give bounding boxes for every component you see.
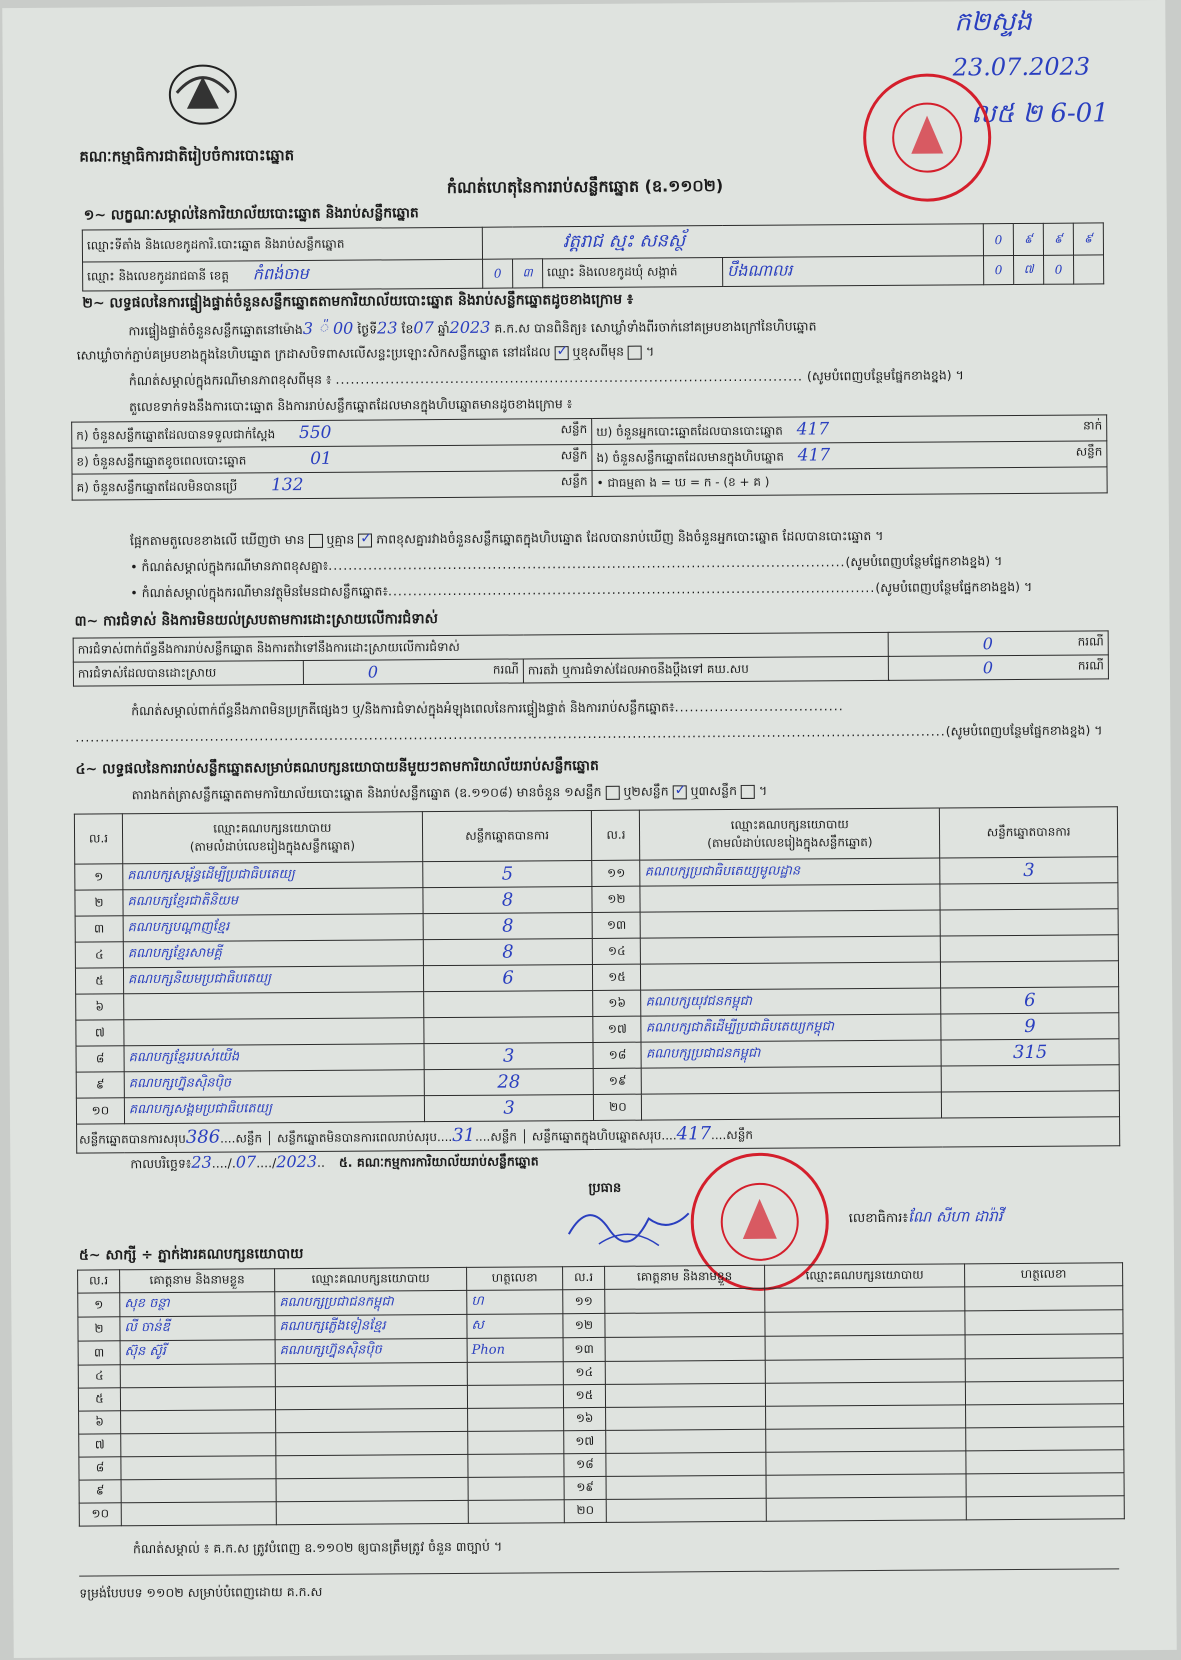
formula: • ជាធម្មតា ង = ឃ = ក - (ខ + គ ) bbox=[592, 467, 1107, 497]
party-name bbox=[640, 884, 940, 912]
irregularity-dots: ...............................................................................................................................................................................(សូមបំពេញបន្ថែមផ្នែកខាងខ្នង) ។ bbox=[75, 722, 1103, 745]
witness-no: ១៩ bbox=[564, 1476, 606, 1499]
witness-signature bbox=[965, 1334, 1123, 1359]
appeal-label: ការតវ៉ា ឬការជំទាស់ដែលអាចនឹងប្តឹងទៅ គឃ.សប bbox=[523, 656, 888, 683]
unused-label: គ) ចំនួនសន្លឹកឆ្នោតដែលមិនបានប្រើ bbox=[76, 479, 238, 495]
witness-no: ៩ bbox=[79, 1480, 121, 1503]
witness-no: ១៦ bbox=[564, 1407, 606, 1430]
col-votes: សន្លឹកឆ្នោតបានការ bbox=[940, 807, 1118, 858]
party-no: ១៥ bbox=[593, 964, 641, 990]
party-name bbox=[640, 910, 940, 938]
annotation-ref: ល៥ ២ 6-01 bbox=[970, 98, 1109, 130]
three-sheets-label: ឬ៣សន្លឹក bbox=[690, 782, 738, 799]
has-difference-checkbox[interactable] bbox=[308, 533, 322, 547]
irregularity-note: កំណត់សម្គាល់ពាក់ព័ន្ធនឹងភាពមិនប្រក្រតីផ្សេងៗ ឬ/និងការជំទាស់ក្នុងអំឡុងពេលនៃការផ្ទៀងផ្ទាត់ និងការរាប់សន្លឹកឆ្នោត៖.................................. bbox=[131, 698, 844, 719]
province-cell bbox=[83, 259, 483, 291]
party-no: ១៣ bbox=[593, 912, 641, 938]
one-sheet-checkbox[interactable] bbox=[605, 785, 619, 799]
time-label: ការផ្ទៀងផ្ទាត់ចំនួនសន្លឹកឆ្នោតនៅម៉ោង bbox=[128, 321, 303, 339]
witness-signature bbox=[468, 1477, 564, 1501]
resolved-label: ការជំទាស់ដែលបានដោះស្រាយ bbox=[73, 660, 303, 686]
tally-intro: តារាងកត់ត្រាសន្លឹកឆ្នោតតាមការិយាល័យបោះឆ្នោត និងរាប់សន្លឹកឆ្នោត (ឧ.១១០៨) មានចំនួន ១សន្លឹក ឬ២សន្លឹក ✓ ឬ៣សន្លឹក ។ bbox=[132, 783, 768, 806]
witness-name bbox=[606, 1452, 766, 1476]
date-month: 07 bbox=[235, 1152, 257, 1172]
bullet-nonballot: • កំណត់សម្គាល់ក្នុងករណីមានវត្ថុមិនមែនជាសន្លឹកឆ្នោត៖..................................................................................................(សូមបំពេញបន្ថែមផ្នែកខាងខ្នង) ។ bbox=[130, 578, 1033, 601]
commune-code-digit: ៧ bbox=[1014, 255, 1044, 284]
two-sheets-checkbox[interactable] bbox=[673, 785, 687, 799]
party-votes bbox=[424, 1016, 594, 1043]
witness-party: គណបក្សហ្វ៊ុនស៊ិនប៉ិច bbox=[275, 1338, 467, 1363]
location-code-digit: ៩ bbox=[1043, 223, 1073, 255]
inspection-text: គ.ក.ស បានពិនិត្យ៖ សោឃ្លាំទាំងពីរចាក់នៅគម្របខាងក្រៅនៃហិបឆ្នោត bbox=[494, 318, 817, 336]
figures-intro: តួលេខទាក់ទងនឹងការបោះឆ្នោត និងការរាប់សន្លឹកឆ្នោតដែលមានក្នុងហិបឆ្នោតមានដូចខាងក្រោម ៖ bbox=[128, 396, 573, 415]
unused-value: 132 bbox=[270, 474, 304, 496]
bullet-difference: • កំណត់សម្គាល់ក្នុងករណីមានភាពខុសគ្នា៖........................................................................................................(សូមបំពេញបន្ថែមផ្នែកខាងខ្នង) ។ bbox=[130, 553, 1003, 575]
form-footer: ទម្រង់បែបបទ ១១០២ សម្រាប់បំពេញដោយ គ.ក.ស bbox=[79, 1583, 323, 1601]
party-name: គណបក្សសម្ព័ន្ធដើម្បីប្រជាធិបតេយ្យ bbox=[123, 862, 423, 890]
resolved-value: 0 bbox=[367, 662, 379, 682]
party-no: ៦ bbox=[76, 994, 124, 1020]
witness-no: ១៣ bbox=[563, 1337, 605, 1361]
valid-total-unit: សន្លឹក bbox=[235, 1131, 263, 1146]
party-no: ១០ bbox=[76, 1098, 124, 1124]
witness-name bbox=[121, 1433, 276, 1457]
witness-party bbox=[766, 1497, 966, 1521]
party-name bbox=[641, 936, 941, 964]
commune-value: បឹងណាលរ bbox=[723, 256, 984, 287]
witness-signature bbox=[965, 1358, 1123, 1382]
secretary-signature: ណែ សីហា ដារ៉ាវី bbox=[908, 1207, 1003, 1226]
party-votes: 6 bbox=[941, 987, 1119, 1014]
party-votes: 3 bbox=[424, 1094, 594, 1121]
witness-name bbox=[606, 1475, 766, 1499]
section2-line2: សោឃ្លាំចាក់ភ្ជាប់គម្របខាងក្នុងនៃហិបឆ្នោត ក្រដាសបិទពាសលើសន្ទះប្រឡោះសិកសន្លឹកឆ្នោត នៅដដែល ✓ ឬខុសពីមុន ។ bbox=[77, 344, 655, 367]
col-party-title: ឈ្មោះគណបក្សនយោបាយ bbox=[730, 816, 849, 832]
party-no: ២ bbox=[75, 890, 123, 916]
section2-line5 bbox=[130, 528, 884, 552]
witness-party bbox=[765, 1287, 965, 1312]
section1-heading: ១~ លក្ខណៈសម្គាល់នៃការិយាល័យបោះឆ្នោត និងរាប់សន្លឹកឆ្នោត bbox=[83, 205, 419, 224]
invalid-total-unit: សន្លឹក bbox=[490, 1129, 518, 1144]
party-no: ១១ bbox=[592, 860, 640, 886]
witness-name bbox=[606, 1406, 766, 1430]
witness-name bbox=[605, 1288, 765, 1313]
party-name: គណបក្សប្រជាជនកម្ពុជា bbox=[641, 1040, 941, 1068]
voters-value: 417 bbox=[796, 419, 830, 440]
three-sheets-checkbox[interactable] bbox=[741, 784, 755, 798]
witness-signature bbox=[966, 1404, 1124, 1428]
witness-name bbox=[605, 1336, 765, 1361]
witness-table bbox=[77, 1262, 1125, 1526]
difference-statement: ភាពខុសគ្នារវាងចំនួនសន្លឹកឆ្នោតក្នុងហិបឆ្នោត ដែលបានរាប់ឃើញ និងចំនួនអ្នកបោះឆ្នោត ដែលបានបោះឆ្នោត ។ bbox=[376, 527, 884, 547]
section1-table bbox=[82, 222, 1104, 291]
complaints-unit: ករណី bbox=[1077, 634, 1104, 649]
party-name: គណបក្សប្រជាធិបតេយ្យមូលដ្ឋាន bbox=[640, 858, 940, 886]
secretary-label: លេខាធិការ៖ bbox=[848, 1210, 909, 1227]
irregularity-label: កំណត់សម្គាល់ពាក់ព័ន្ធនឹងភាពមិនប្រក្រតីផ្សេងៗ ឬ/និងការជំទាស់ក្នុងអំឡុងពេលនៃការផ្ទៀងផ្ទាត់ និងការរាប់សន្លឹកឆ្នោត៖ bbox=[131, 699, 675, 719]
col-party-title: ឈ្មោះគណបក្សនយោបាយ bbox=[213, 820, 332, 836]
party-votes: 315 bbox=[941, 1039, 1119, 1066]
witness-no: ១០ bbox=[79, 1503, 121, 1526]
party-name: គណបក្សសង្គមប្រជាធិបតេយ្យ bbox=[124, 1096, 424, 1124]
party-votes bbox=[423, 990, 593, 1017]
witness-party bbox=[766, 1405, 966, 1429]
witness-no: ១ bbox=[78, 1293, 120, 1317]
party-name: គណបក្សខ្មែររបស់យើង bbox=[124, 1044, 424, 1072]
party-votes: 9 bbox=[941, 1013, 1119, 1040]
province-value: កំពង់ចាម bbox=[252, 263, 309, 284]
party-name: គណបក្សខ្មែរជាតិនិយម bbox=[123, 888, 423, 916]
date-label: កាលបរិច្ឆេទ៖ bbox=[130, 1155, 192, 1172]
appeal-value: 0 bbox=[982, 658, 994, 678]
party-name: គណបក្សយុវជនកម្ពុជា bbox=[641, 988, 941, 1016]
location-label: ឈ្មោះទីតាំង និងលេខកូដការិ.បោះឆ្នោត និងរាប់សន្លឹកឆ្នោត bbox=[82, 227, 482, 262]
witness-party: គណបក្សប្រជាជនកម្ពុជា bbox=[275, 1290, 467, 1315]
location-code-digit: ៩ bbox=[1013, 223, 1043, 255]
party-votes bbox=[940, 883, 1118, 910]
based-on-label: ផ្អែកតាមតួលេខខាងលើ ឃើញថា មាន bbox=[129, 531, 305, 549]
received-unit: សន្លឹក bbox=[560, 422, 588, 437]
nec-emblem-icon bbox=[167, 62, 239, 127]
unchanged-checkbox[interactable] bbox=[554, 346, 568, 360]
party-name: គណបក្សជាតិដើម្បីប្រជាធិបតេយ្យកម្ពុជា bbox=[641, 1014, 941, 1042]
party-name: គណបក្សខ្មែរសាមគ្គី bbox=[123, 940, 423, 968]
witness-party bbox=[765, 1382, 965, 1406]
witness-no: ៨ bbox=[79, 1457, 121, 1480]
party-votes bbox=[940, 909, 1118, 936]
witness-no: ១២ bbox=[563, 1313, 605, 1337]
witness-no: ២ bbox=[78, 1317, 120, 1341]
party-no: ១៤ bbox=[593, 938, 641, 964]
party-results-table bbox=[74, 806, 1120, 1153]
two-sheets-label: ឬ២សន្លឹក bbox=[623, 783, 669, 799]
section2-line3: កំណត់សម្គាល់ក្នុងករណីមានភាពខុសពីមុន ៖ .............................................................................................. (សូមបំពេញបន្ថែមផ្នែកខាងខ្នង) ។ bbox=[128, 367, 964, 389]
time-value: 3 ៉ 00 bbox=[302, 318, 354, 338]
signature-date: កាលបរិច្ឆេទ៖23..../.07..../2023.. ៥. គណៈកម្មការការិយាល័យរាប់សន្លឹកឆ្នោត bbox=[130, 1151, 539, 1172]
seal-emblem-icon bbox=[714, 1177, 805, 1268]
witness-signature bbox=[966, 1473, 1124, 1497]
party-votes: 5 bbox=[422, 860, 592, 887]
footer-divider bbox=[79, 1568, 1119, 1576]
totals-row: សន្លឹកឆ្នោតបានការសរុប386....សន្លឹក │ សន្លឹកឆ្នោតមិនបានការពេលរាប់សរុប....31....សន្លឹក │ សន្លឹកឆ្នោតក្នុងហិបឆ្នោតសរុប....417....សន្លឹក bbox=[77, 1117, 1120, 1153]
witness-name bbox=[120, 1387, 275, 1411]
witness-signature bbox=[966, 1496, 1124, 1520]
org-name: គណៈកម្មាធិការជាតិរៀបចំការបោះឆ្នោត bbox=[79, 146, 295, 166]
fill-note: (សូមបំពេញបន្ថែមផ្នែកខាងខ្នង) ។ bbox=[845, 553, 1003, 570]
day-label: ថ្ងៃទី bbox=[357, 321, 378, 337]
party-votes: 3 bbox=[940, 857, 1118, 884]
spoiled-label: ខ) ចំនួនសន្លឹកឆ្នោតខូចពេលបោះឆ្នោត bbox=[76, 453, 247, 469]
party-no: ១៩ bbox=[594, 1068, 642, 1094]
party-name bbox=[642, 1092, 942, 1120]
party-no: ១៨ bbox=[593, 1042, 641, 1068]
col-party bbox=[122, 812, 422, 864]
party-votes bbox=[940, 935, 1118, 962]
figures-table bbox=[71, 414, 1108, 500]
witness-party bbox=[276, 1431, 468, 1455]
secretary bbox=[849, 1207, 1003, 1230]
witness-name bbox=[121, 1502, 276, 1526]
location-code-digit: 0 bbox=[983, 224, 1013, 256]
party-name: គណបក្សបណ្តាញខ្មែរ bbox=[123, 914, 423, 942]
in-box-label: ង) ចំនួនសន្លឹកឆ្នោតដែលមានក្នុងហិបឆ្នោត bbox=[596, 449, 784, 465]
complaints-label: ការជំទាស់ពាក់ព័ន្ធនឹងការរាប់សន្លឹកឆ្នោត និងការតវ៉ាទៅនឹងការដោះស្រាយលើការជំទាស់ bbox=[73, 632, 888, 662]
valid-total-value: 386 bbox=[185, 1126, 221, 1148]
province-code-digit: ៣ bbox=[513, 259, 543, 288]
witness-signature bbox=[468, 1454, 564, 1478]
invalid-total-label: សន្លឹកឆ្នោតមិនបានការពេលរាប់សរុប bbox=[276, 1130, 437, 1146]
box-total-value: 417 bbox=[676, 1123, 712, 1145]
col-sign: ហត្ថលេខា bbox=[965, 1263, 1123, 1287]
witness-signature bbox=[966, 1450, 1124, 1474]
witness-no: ២០ bbox=[564, 1499, 606, 1522]
received-value: 550 bbox=[298, 422, 332, 444]
party-name: គណបក្សហ្វ៊ុនស៊ិនប៉ិច bbox=[124, 1070, 424, 1098]
form-title: កំណត់ហេតុនៃការរាប់សន្លឹកឆ្នោត (ឧ.១១០២) bbox=[446, 176, 724, 197]
col-no: ល.រ bbox=[592, 810, 640, 860]
voters-label: ឃ) ចំនួនអ្នកបោះឆ្នោតដែលបានបោះឆ្នោត bbox=[596, 423, 783, 439]
witness-signature: Phon bbox=[467, 1338, 563, 1363]
col-party: ឈ្មោះគណបក្សនយោបាយ bbox=[275, 1267, 467, 1291]
party-votes: 28 bbox=[424, 1068, 594, 1095]
location-code-digit: ៩ bbox=[1073, 223, 1103, 255]
party-no: ៤ bbox=[75, 942, 123, 968]
appeal-unit: ករណី bbox=[1077, 658, 1104, 673]
party-name bbox=[124, 992, 424, 1020]
fill-note: (សូមបំពេញបន្ថែមផ្នែកខាងខ្នង) ។ bbox=[875, 578, 1033, 595]
day-value: 23 bbox=[377, 318, 398, 338]
witness-signature bbox=[468, 1408, 564, 1432]
col-no: ល.រ bbox=[78, 1270, 120, 1293]
changed-checkbox[interactable] bbox=[628, 345, 642, 359]
party-votes: 6 bbox=[423, 964, 593, 991]
chair-signature-icon bbox=[559, 1193, 699, 1254]
witness-no: ១១ bbox=[563, 1289, 605, 1313]
party-name bbox=[124, 1018, 424, 1046]
commune-label: ឈ្មោះ និងលេខកូដឃុំ សង្កាត់ bbox=[543, 258, 723, 288]
col-no: ល.រ bbox=[74, 814, 122, 864]
party-rows bbox=[75, 857, 1120, 1124]
changed-label: ឬខុសពីមុន bbox=[572, 343, 625, 360]
resolved-unit: ករណី bbox=[492, 662, 519, 677]
witness-name bbox=[120, 1364, 275, 1388]
witness-signature bbox=[965, 1381, 1123, 1405]
witness-party bbox=[276, 1500, 468, 1524]
seal-status-text: សោឃ្លាំចាក់ភ្ជាប់គម្របខាងក្នុងនៃហិបឆ្នោត ក្រដាសបិទពាសលើសន្ទះប្រឡោះសិកសន្លឹកឆ្នោត នៅដដែល bbox=[76, 344, 551, 363]
party-votes: 8 bbox=[423, 886, 593, 913]
witness-party: គណបក្សភ្លើងទៀនខ្មែរ bbox=[275, 1314, 467, 1339]
witness-rows bbox=[78, 1286, 1125, 1526]
party-no: ៥ bbox=[75, 968, 123, 994]
no-difference-checkbox[interactable] bbox=[358, 533, 372, 547]
nonballot-bullet: • កំណត់សម្គាល់ក្នុងករណីមានវត្ថុមិនមែនជាសន្លឹកឆ្នោត៖ bbox=[130, 583, 389, 601]
witness-signature bbox=[468, 1431, 564, 1455]
witness-no: ៦ bbox=[79, 1411, 121, 1434]
party-votes: 8 bbox=[423, 912, 593, 939]
witness-no: ៤ bbox=[78, 1365, 120, 1388]
party-name bbox=[641, 962, 941, 990]
footnote: កំណត់សម្គាល់ ៖ គ.ក.ស ត្រូវបំពេញ ឧ.១១០២ ឲ្យបានត្រឹមត្រូវ ចំនួន ៣ច្បាប់ ។ bbox=[132, 1538, 503, 1557]
tally-intro-text: តារាងកត់ត្រាសន្លឹកឆ្នោតតាមការិយាល័យបោះឆ្នោត និងរាប់សន្លឹកឆ្នោត (ឧ.១១០៨) មានចំនួន ១សន្លឹក bbox=[131, 783, 602, 803]
box-total-unit: សន្លឹក bbox=[726, 1127, 753, 1143]
box-total-label: សន្លឹកឆ្នោតក្នុងហិបឆ្នោតសរុប bbox=[531, 1128, 662, 1144]
col-sign: ហត្ថលេខា bbox=[467, 1267, 563, 1291]
month-value: 07 bbox=[413, 318, 434, 338]
col-votes: សន្លឹកឆ្នោតបានការ bbox=[422, 810, 592, 861]
col-party-sub: (តាមលំដាប់លេខរៀងក្នុងសន្លឹកឆ្នោត) bbox=[189, 838, 356, 854]
witness-signature: ស bbox=[467, 1314, 563, 1339]
witness-signature bbox=[965, 1310, 1123, 1335]
witness-party bbox=[275, 1385, 467, 1409]
witness-signature bbox=[467, 1362, 563, 1386]
voters-unit: នាក់ bbox=[1083, 418, 1103, 433]
location-value: វត្តរាជ ស្មះ សនស្ថ័ bbox=[482, 224, 983, 259]
witness-party bbox=[275, 1362, 467, 1386]
witness-name bbox=[606, 1429, 766, 1453]
section2-line1 bbox=[128, 314, 816, 343]
witness-name: ស៊ុន ស៊ូរី bbox=[120, 1340, 275, 1365]
witness-party bbox=[766, 1428, 966, 1452]
witness-no: ១៥ bbox=[563, 1384, 605, 1407]
section4-heading: ៤~ លទ្ធផលនៃការរាប់សន្លឹកឆ្នោតសម្រាប់គណបក្សនយោបាយនីមួយៗតាមការិយាល័យរាប់សន្លឹកឆ្នោត bbox=[75, 757, 599, 778]
difference-note-label: កំណត់សម្គាល់ក្នុងករណីមានភាពខុសពីមុន ៖ bbox=[128, 371, 332, 389]
party-no: ៣ bbox=[75, 916, 123, 942]
province-label: ឈ្មោះ និងលេខកូដរាជធានី ខេត្ត bbox=[87, 268, 229, 284]
section2-heading: ២~ លទ្ធផលនៃការផ្ទៀងផ្ទាត់ចំនួនសន្លឹកឆ្នោតតាមការិយាល័យបោះឆ្នោត និងរាប់សន្លឹកឆ្នោតដូចខាងក្រោម ៖ bbox=[82, 291, 634, 312]
complaints-table bbox=[73, 630, 1109, 686]
in-box-unit: សន្លឹក bbox=[1075, 444, 1103, 459]
witness-party bbox=[276, 1408, 468, 1432]
witness-signature bbox=[468, 1500, 564, 1524]
witness-signature bbox=[966, 1427, 1124, 1451]
witness-party bbox=[276, 1454, 468, 1478]
section5-heading: ៥~ សាក្សី ÷ ភ្នាក់ងារគណបក្សនយោបាយ bbox=[78, 1246, 304, 1264]
seal-emblem-icon bbox=[887, 97, 968, 178]
party-votes: 8 bbox=[423, 938, 593, 965]
witness-no: ១៤ bbox=[563, 1361, 605, 1384]
party-votes bbox=[941, 961, 1119, 988]
party-no: ២០ bbox=[594, 1094, 642, 1120]
fill-note: (សូមបំពេញបន្ថែមផ្នែកខាងខ្នង) ។ bbox=[806, 367, 964, 384]
witness-no: ១៧ bbox=[564, 1430, 606, 1453]
valid-total-label: សន្លឹកឆ្នោតបានការសរុប bbox=[79, 1131, 186, 1147]
year-label: ឆ្នាំ bbox=[437, 320, 450, 337]
commune-code-digit: 0 bbox=[984, 256, 1014, 285]
witness-name bbox=[605, 1312, 765, 1337]
spoiled-value: 01 bbox=[310, 448, 332, 469]
committee-label: ៥. គណៈកម្មការការិយាល័យរាប់សន្លឹកឆ្នោត bbox=[338, 1153, 539, 1170]
party-no: ៩ bbox=[76, 1072, 124, 1098]
witness-party bbox=[765, 1311, 965, 1336]
witness-name bbox=[606, 1498, 766, 1522]
col-name: គោត្តនាម និងនាមខ្លួន bbox=[120, 1269, 275, 1293]
party-no: ១២ bbox=[592, 886, 640, 912]
party-votes bbox=[941, 1065, 1119, 1092]
witness-party bbox=[765, 1359, 965, 1383]
commune-code-digit: 0 bbox=[1044, 255, 1074, 284]
witness-name bbox=[121, 1479, 276, 1503]
party-name bbox=[642, 1066, 942, 1094]
witness-signature bbox=[467, 1385, 563, 1409]
col-no: ល.រ bbox=[563, 1266, 605, 1289]
witness-signature: ហ bbox=[467, 1290, 563, 1315]
year-value: 2023 bbox=[449, 317, 491, 337]
witness-party bbox=[766, 1474, 966, 1498]
col-name: គោត្តនាម និងនាមខ្លួន bbox=[605, 1265, 765, 1289]
received-label: ក) ចំនួនសន្លឹកឆ្នោតដែលបានទទួលជាក់ស្តែង bbox=[76, 427, 276, 443]
col-party-sub: (តាមលំដាប់លេខរៀងក្នុងសន្លឹកឆ្នោត) bbox=[707, 834, 873, 850]
party-votes bbox=[942, 1091, 1120, 1118]
no-difference-label: ឬគ្មាន bbox=[326, 531, 355, 547]
witness-no: ១៨ bbox=[564, 1453, 606, 1476]
witness-signature bbox=[965, 1286, 1123, 1311]
witness-no: ៣ bbox=[78, 1341, 120, 1365]
witness-name bbox=[605, 1360, 765, 1384]
in-box-value: 417 bbox=[797, 445, 831, 466]
witness-name bbox=[121, 1410, 276, 1434]
invalid-total-value: 31 bbox=[452, 1124, 476, 1146]
witness-name bbox=[605, 1383, 765, 1407]
unused-unit: សន្លឹក bbox=[560, 474, 588, 489]
difference-bullet: • កំណត់សម្គាល់ក្នុងករណីមានភាពខុសគ្នា៖ bbox=[130, 557, 329, 575]
witness-party bbox=[276, 1477, 468, 1501]
annotation-date: 23.07.2023 bbox=[952, 52, 1091, 82]
ballot-count-report bbox=[2, 0, 1176, 1658]
month-label: ខែ bbox=[401, 321, 414, 337]
province-code-digit: 0 bbox=[483, 259, 513, 288]
party-no: ១ bbox=[75, 864, 123, 890]
witness-name: លី ចាន់ឌី bbox=[120, 1316, 275, 1341]
complaints-value: 0 bbox=[982, 634, 993, 654]
chair-label: ប្រធាន bbox=[588, 1180, 622, 1197]
section3-heading: ៣~ ការជំទាស់ និងការមិនយល់ស្របតាមការដោះស្រាយលើការជំទាស់ bbox=[74, 611, 439, 630]
date-day: 23 bbox=[191, 1152, 212, 1172]
party-no: ១៦ bbox=[593, 990, 641, 1016]
party-no: ១៧ bbox=[593, 1016, 641, 1042]
col-party bbox=[640, 808, 940, 860]
witness-no: ៧ bbox=[79, 1434, 121, 1457]
party-name: គណបក្សនិយមប្រជាធិបតេយ្យ bbox=[123, 966, 423, 994]
party-votes: 3 bbox=[424, 1042, 594, 1069]
party-no: ៧ bbox=[76, 1020, 124, 1046]
witness-name: សុខ ចន្ថា bbox=[120, 1292, 275, 1317]
witness-party bbox=[765, 1335, 965, 1360]
annotation-code: ក២ស្ទង bbox=[954, 6, 1032, 38]
witness-name bbox=[121, 1456, 276, 1480]
date-year: 2023 bbox=[276, 1151, 318, 1172]
party-no: ៨ bbox=[76, 1046, 124, 1072]
witness-no: ៥ bbox=[78, 1388, 120, 1411]
fill-note: (សូមបំពេញបន្ថែមផ្នែកខាងខ្នង) ។ bbox=[945, 722, 1103, 739]
witness-party bbox=[766, 1451, 966, 1475]
col-party: ឈ្មោះគណបក្សនយោបាយ bbox=[765, 1264, 965, 1288]
spoiled-unit: សន្លឹក bbox=[560, 448, 588, 463]
